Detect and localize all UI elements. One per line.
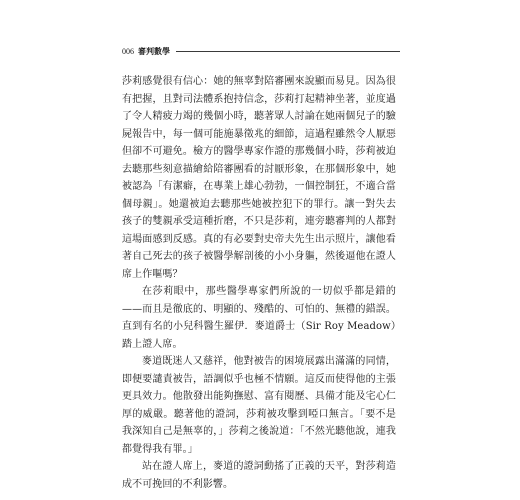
header-rule [176,51,400,52]
book-title: 審判數學 [138,46,170,56]
running-header [122,44,400,58]
paragraph-1: 莎莉感覺很有信心：她的無辜對陪審團來說顯而易見。因為很有把握，且對司法體系抱持信念，莎莉打起精神坐著，並度過了令人精疲力竭的幾個小時，聽著眾人討論在她兩個兒子的驗屍報告中，每一個可能施暴徵兆的細節，這過程雖然令人厭惡但卻不可避免。檢方的醫學專家作證的那幾個小時，莎莉被迫去聽那些刻意描繪給陪審團看的討厭形象，在那個形象中，她被認為「有潔癖，在專業上雄心勃勃，一個控制狂，不適合當個母親」。她還被迫去聽那些她被控犯下的罪行。讓一對失去孩子的雙親承受這種折磨，不只是莎莉，連旁聽審判的人都對這場面感到反感。真的有必要對史帝夫先生出示照片，讓他看著自己死去的孩子被醫學解剖後的小小身軀，然後逼他在證人席上作嘔嗎？ [122,76,396,280]
paragraph-4: 站在證人席上，麥道的證詞動搖了正義的天平，對莎莉造成不可挽回的不利影響。 [122,461,396,490]
paragraph-3: 麥道既迷人又慈祥，他對被告的困境展露出滿滿的同情，即便要譴責被告，語調似乎也極不情願。這反而使得他的主張更具效力。他散發出能夠撫慰、富有閱歷、具備才能及宅心仁厚的威嚴。聽著他的證詞，莎莉被攻擊到啞口無言。「要不是我深知自己是無辜的，」莎莉之後說道：「不然光聽他說，連我都覺得我有罪。」 [122,356,396,455]
paragraph-2: 在莎莉眼中，那些醫學專家們所說的一切似乎都是錯的——而且是徹底的、明顯的、殘酷的、可怕的、無禮的錯誤。直到有名的小兒科醫生羅伊．麥道爵士（Sir Roy Meadow）踏上證人席。 [122,286,396,350]
page-number: 006 [122,46,134,56]
body-text [122,73,396,493]
